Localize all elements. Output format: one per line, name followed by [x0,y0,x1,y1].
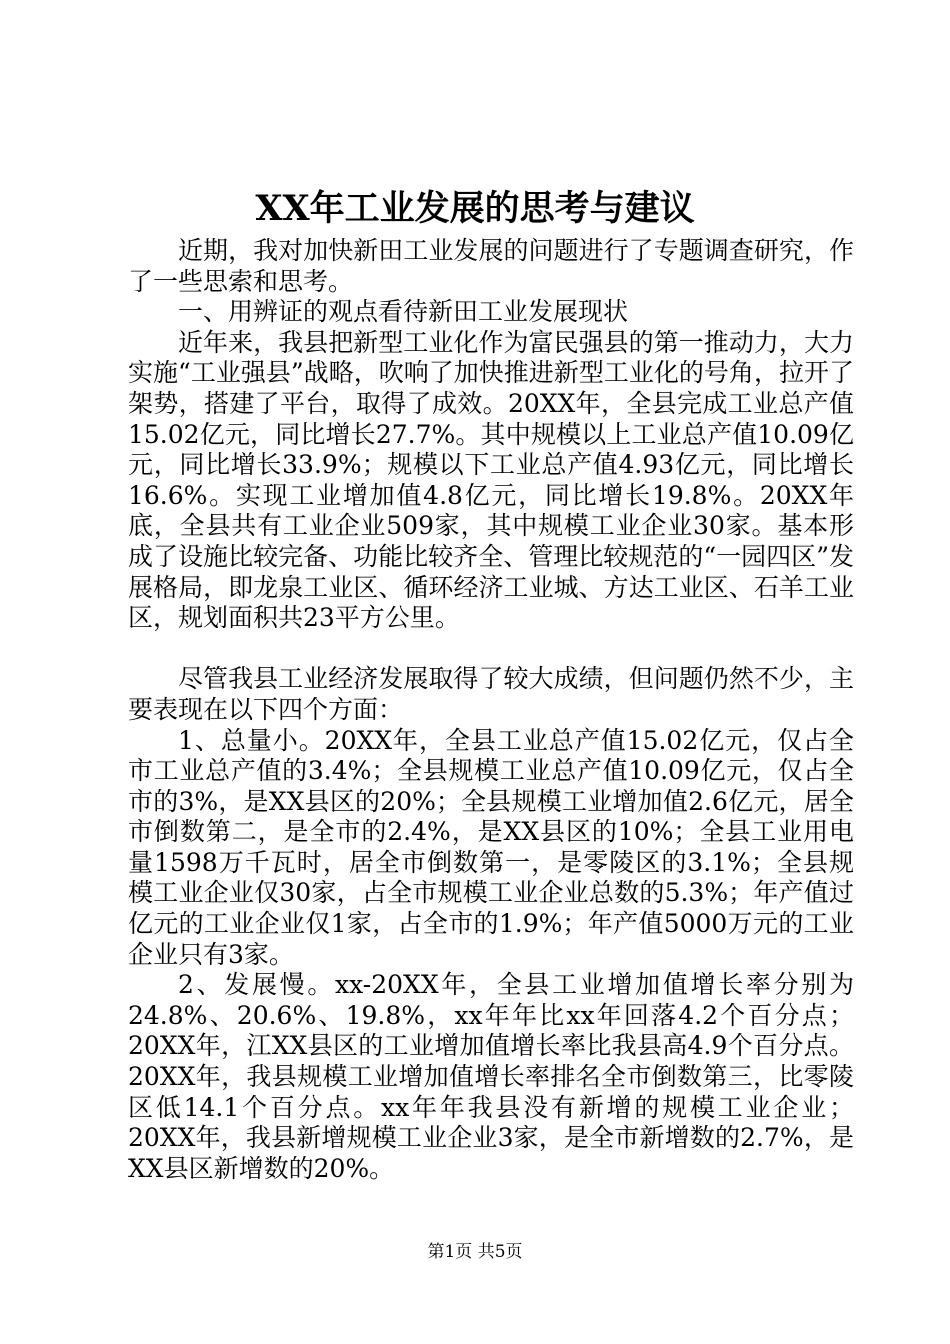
paragraph-status: 近年来，我县把新型工业化作为富民强县的第一推动力，大力实施“工业强县”战略，吹响了加快推进新型工业化的号角，拉开了架势，搭建了平台，取得了成效。20XX年，全县完成工业总产值15.02亿元，同比增长27.7%。其中规模以上工业总产值10.09亿元，同比增长33.9%；规模以下工业总产值4.93亿元，同比增长16.6%。实现工业增加值4.8亿元，同比增长19.8%。20XX年底，全县共有工业企业509家，其中规模工业企业30家。基本形成了设施比较完备、功能比较齐全、管理比较规范的“一园四区”发展格局，即龙泉工业区、循环经济工业城、方达工业区、石羊工业区，规划面积共23平方公里。 [128,327,854,633]
paragraph-intro: 近期，我对加快新田工业发展的问题进行了专题调查研究，作了一些思索和思考。 [128,236,854,296]
paragraph-problem-2: 2、发展慢。xx-20XX年，全县工业增加值增长率分别为24.8%、20.6%、19.8%，xx年年比xx年回落4.2个百分点；20XX年，江XX县区的工业增加值增长率比我县高4.9个百分点。20XX年，我县规模工业增加值增长率排名全市倒数第三，比零陵区低14.1个百分点。xx年年我县没有新增的规模工业企业；20XX年，我县新增规模工业企业3家，是全市新增数的2.7%，是XX县区新增数的20%。 [128,970,854,1183]
paragraph-problems: 尽管我县工业经济发展取得了较大成绩，但问题仍然不少，主要表现在以下四个方面： [128,664,854,724]
document-body [128,236,854,1184]
document-title: XX年工业发展的思考与建议 [255,188,695,229]
section-heading: 一、用辨证的观点看待新田工业发展现状 [178,297,629,327]
page-number: 第1页 共5页 [427,1242,523,1262]
paragraph-problem-1: 1、总量小。20XX年，全县工业总产值15.02亿元，仅占全市工业总产值的3.4%；全县规模工业总产值10.09亿元，仅占全市的3%，是XX县区的20%；全县规模工业增加值2.6亿元，居全市倒数第二，是全市的2.4%，是XX县区的10%；全县工业用电量1598万千瓦时，居全市倒数第一，是零陵区的3.1%；全县规模工业企业仅30家，占全市规模工业企业总数的5.3%；年产值过亿元的工业企业仅1家，占全市的1.9%；年产值5000万元的工业企业只有3家。 [128,725,854,969]
